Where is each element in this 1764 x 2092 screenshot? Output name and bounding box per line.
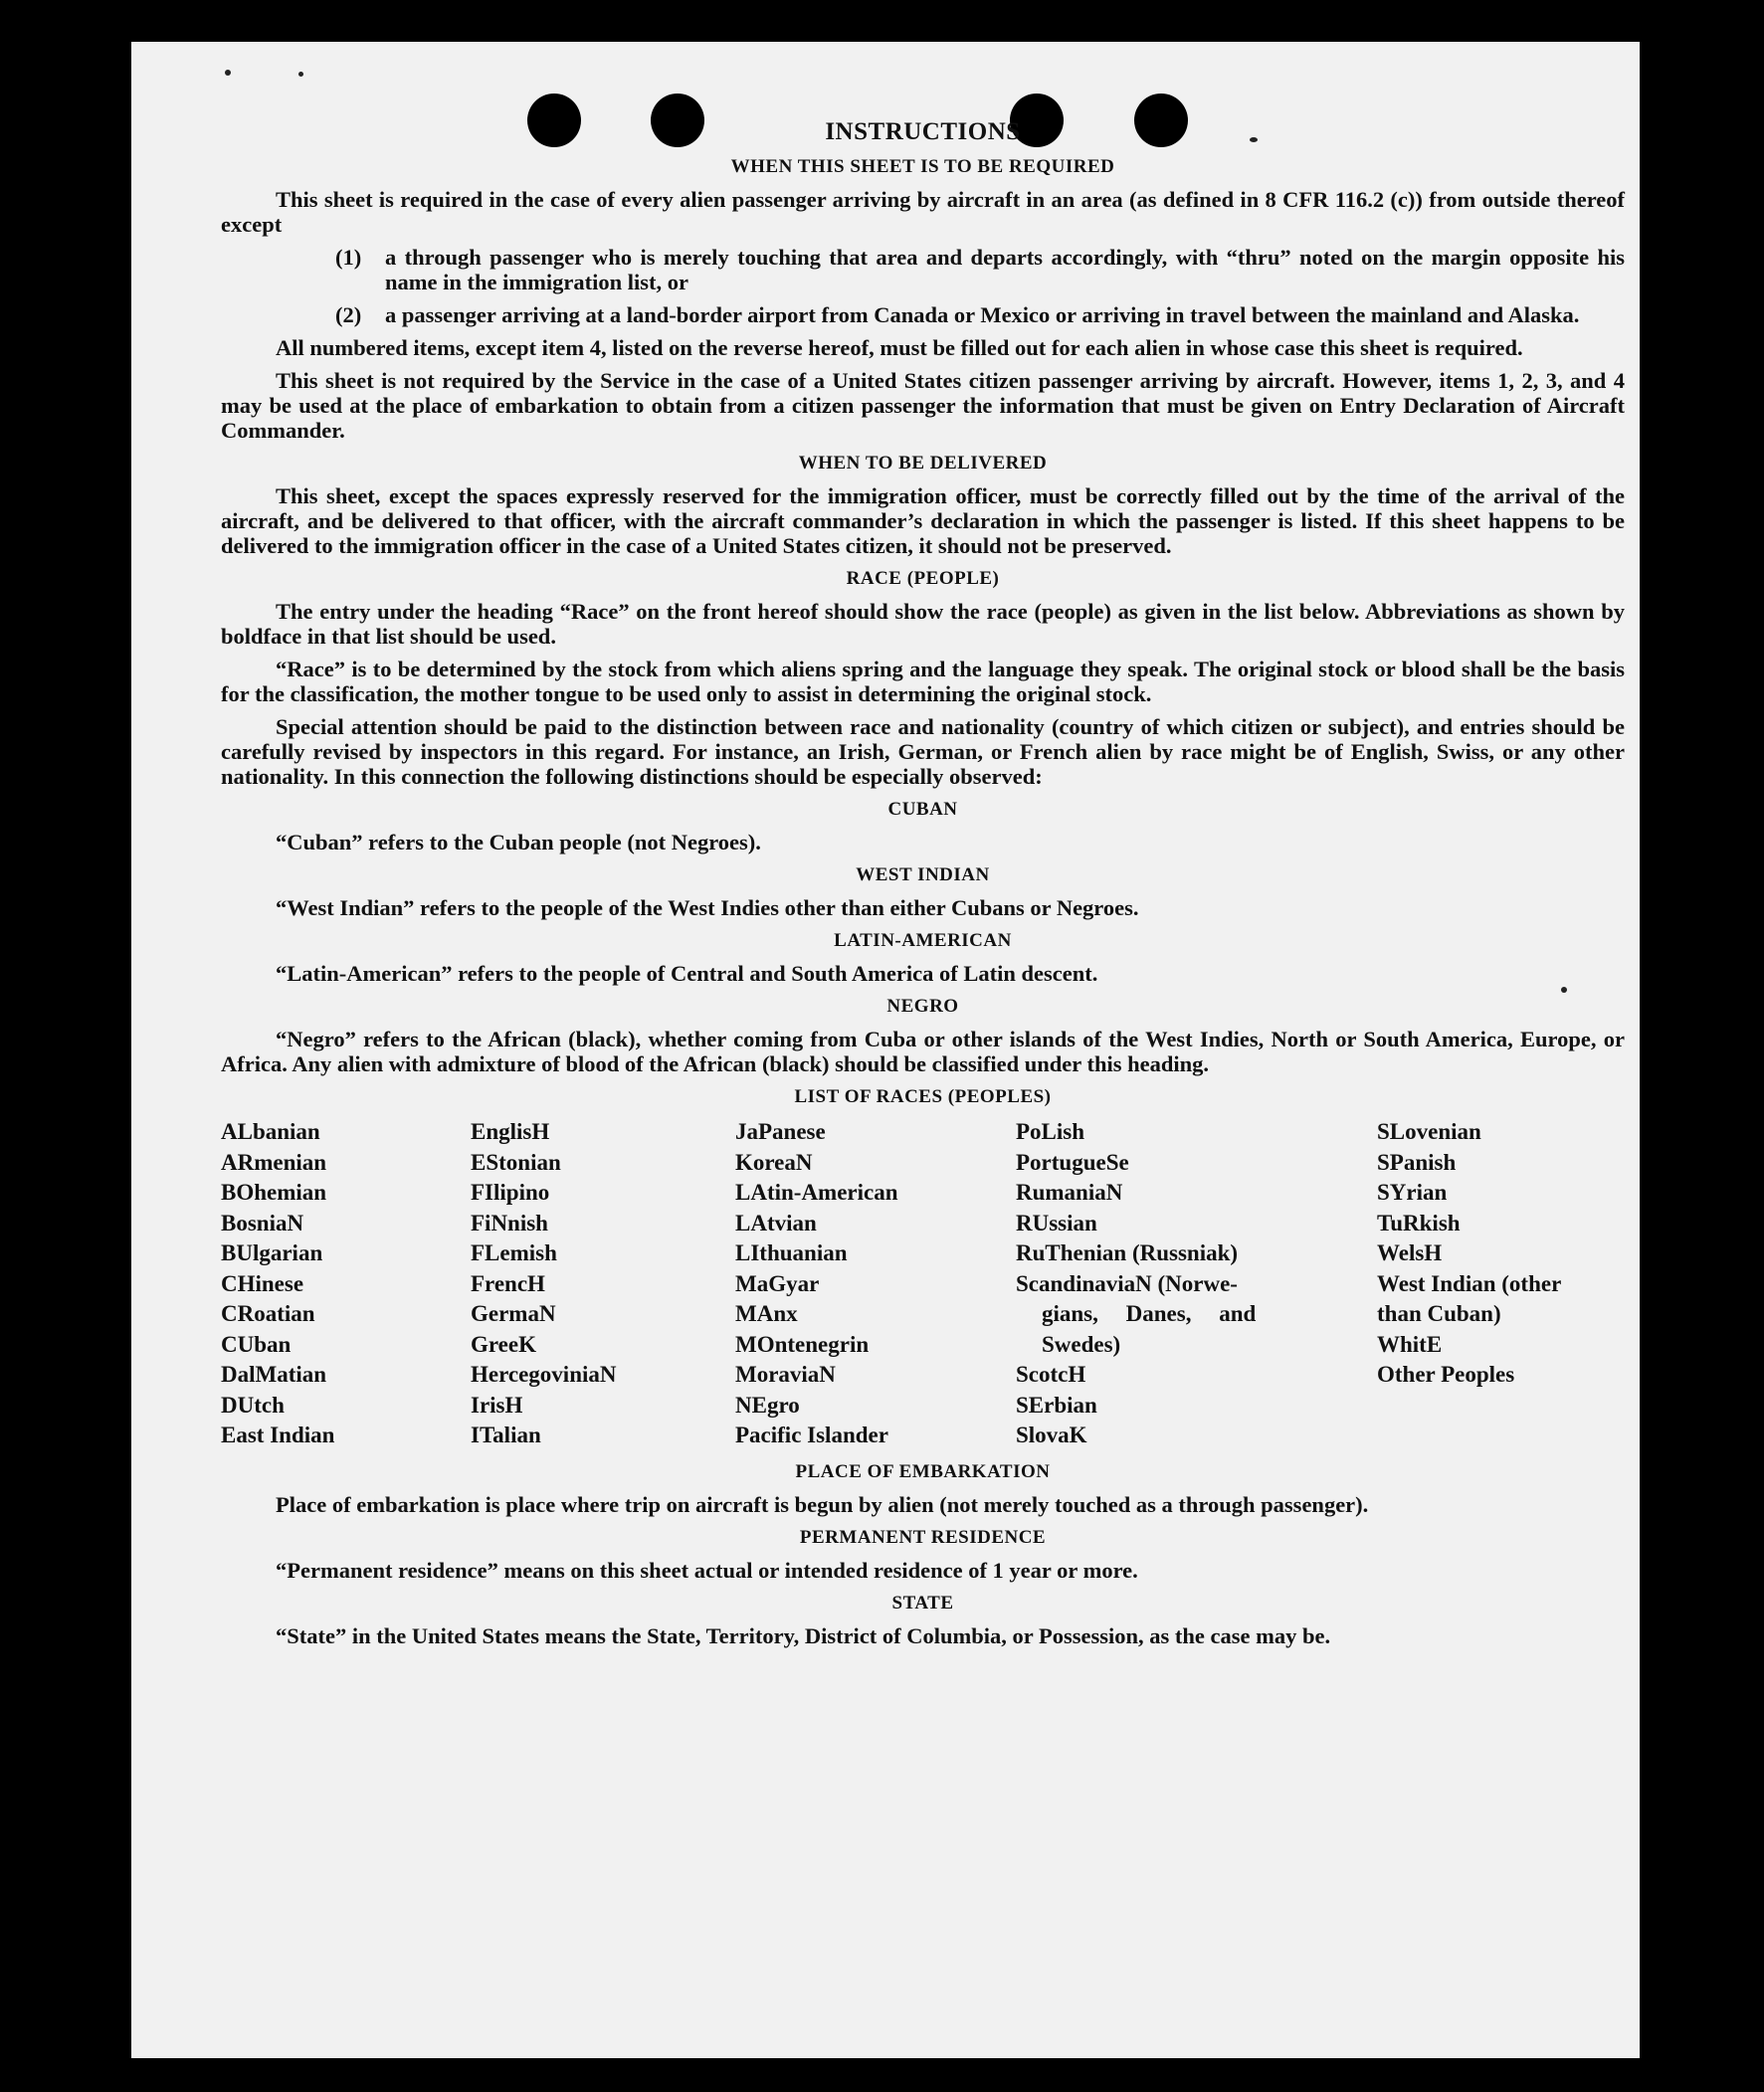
race-item: GermaN bbox=[471, 1301, 556, 1326]
race-item: BUlgarian bbox=[221, 1240, 323, 1265]
race-item: FIlipino bbox=[471, 1180, 550, 1205]
race-item: RUssian bbox=[1016, 1210, 1097, 1236]
race-group bbox=[1377, 1330, 1625, 1391]
page-title: INSTRUCTIONS bbox=[825, 118, 1021, 145]
paragraph-west-indian: “West Indian” refers to the people of the West Indies other than either Cubans or Negroes. bbox=[276, 895, 1139, 920]
race-column-2 bbox=[471, 1117, 735, 1451]
item-number: (2) bbox=[335, 302, 362, 327]
race-item: DUtch bbox=[221, 1392, 285, 1418]
race-item: CRoatian bbox=[221, 1301, 315, 1326]
exception-item-1 bbox=[221, 245, 1625, 294]
document-page bbox=[131, 42, 1640, 2058]
exception-item-2 bbox=[221, 302, 1625, 327]
race-item: KoreaN bbox=[735, 1149, 813, 1175]
race-item: RumaniaN bbox=[1016, 1180, 1123, 1205]
section-heading-cuban: CUBAN bbox=[887, 799, 958, 820]
race-item: SYrian bbox=[1377, 1180, 1448, 1205]
race-item: ARmenian bbox=[221, 1149, 327, 1175]
race-column-3 bbox=[735, 1117, 1016, 1451]
race-item: ALbanian bbox=[221, 1119, 320, 1144]
instructions-body bbox=[221, 119, 1625, 1656]
section-heading-list-of-races: LIST OF RACES (PEOPLES) bbox=[794, 1086, 1052, 1107]
race-list bbox=[221, 1117, 1625, 1451]
speck bbox=[298, 72, 303, 77]
section-heading-latin-american: LATIN-AMERICAN bbox=[834, 930, 1012, 951]
section-heading-required: WHEN THIS SHEET IS TO BE REQUIRED bbox=[730, 156, 1115, 177]
race-item: GreeK bbox=[471, 1331, 536, 1357]
section-heading-race: RACE (PEOPLE) bbox=[846, 568, 1000, 589]
race-item: MAnx bbox=[735, 1301, 798, 1326]
race-group bbox=[1377, 1117, 1625, 1269]
section-heading-negro: NEGRO bbox=[886, 996, 959, 1017]
race-item: PortugueSe bbox=[1016, 1149, 1129, 1175]
race-item: SPanish bbox=[1377, 1149, 1457, 1175]
race-item: IrisH bbox=[471, 1392, 523, 1418]
race-item: CUban bbox=[221, 1331, 292, 1357]
race-item: East Indian bbox=[221, 1423, 335, 1447]
race-item: EStonian bbox=[471, 1149, 561, 1175]
race-item-continued: than Cuban) bbox=[1377, 1301, 1501, 1326]
race-item: LIthuanian bbox=[735, 1240, 848, 1265]
item-text: a through passenger who is merely touching that area and departs accordingly, with “thru” noted on the margin opposite his name in the immigration list, or bbox=[385, 245, 1625, 294]
paragraph-embarkation: Place of embarkation is place where trip on aircraft is begun by alien (not merely touched as a through passenger). bbox=[276, 1491, 1369, 1517]
paragraph-negro: “Negro” refers to the African (black), whether coming from Cuba or other islands of the West Indies, North or South America, Europe, or Africa. Any alien with admixture of blood of the African (black) should be classified under this heading. bbox=[221, 1027, 1625, 1076]
race-item: MoraviaN bbox=[735, 1362, 836, 1387]
race-item: TuRkish bbox=[1377, 1210, 1461, 1236]
race-item: EnglisH bbox=[471, 1119, 550, 1144]
race-item: LAtin-American bbox=[735, 1180, 898, 1205]
race-column-1 bbox=[221, 1117, 471, 1451]
race-item: BosniaN bbox=[221, 1210, 304, 1236]
race-item: SErbian bbox=[1016, 1392, 1097, 1418]
race-item: WhitE bbox=[1377, 1331, 1443, 1357]
race-item: NEgro bbox=[735, 1392, 800, 1418]
race-item: RuThenian (Russniak) bbox=[1016, 1240, 1239, 1265]
race-item: CHinese bbox=[221, 1270, 304, 1296]
race-item: SlovaK bbox=[1016, 1423, 1087, 1447]
race-item: West Indian (other bbox=[1377, 1270, 1562, 1296]
paragraph-latin-american: “Latin-American” refers to the people of Central and South America of Latin descent. bbox=[276, 961, 1098, 986]
paragraph-citizen: This sheet is not required by the Service in the case of a United States citizen passenger arriving by aircraft. However, items 1, 2, 3, and 4 may be used at the place of embarkation to obtain from a citizen passenger the information that must be given on Entry Declaration of Aircraft Commander. bbox=[221, 368, 1625, 443]
race-item-continued: gians, Danes, and bbox=[1042, 1301, 1257, 1326]
race-item: FrencH bbox=[471, 1270, 545, 1296]
race-item-continued: Swedes) bbox=[1042, 1331, 1121, 1357]
paragraph-residence: “Permanent residence” means on this sheet actual or intended residence of 1 year or more. bbox=[276, 1557, 1138, 1583]
section-heading-delivered: WHEN TO BE DELIVERED bbox=[798, 453, 1048, 474]
race-item: FLemish bbox=[471, 1240, 557, 1265]
race-column-4 bbox=[1016, 1117, 1377, 1451]
race-item: LAtvian bbox=[735, 1210, 817, 1236]
paragraph-delivered: This sheet, except the spaces expressly reserved for the immigration officer, must be correctly filled out by the time of the arrival of the aircraft, and be delivered to that officer, with the aircraft commander’s declaration in which the passenger is listed. If this sheet happens to be delivered to the immigration officer in the case of a United States citizen, it should not be preserved. bbox=[221, 483, 1625, 558]
race-column-5 bbox=[1377, 1117, 1625, 1451]
section-heading-state: STATE bbox=[891, 1592, 954, 1614]
race-item: MaGyar bbox=[735, 1270, 820, 1296]
race-item: FiNnish bbox=[471, 1210, 548, 1236]
race-item: ITalian bbox=[471, 1423, 541, 1447]
item-text: a passenger arriving at a land-border airport from Canada or Mexico or arriving in travel between the mainland and Alaska. bbox=[385, 302, 1580, 327]
race-group bbox=[1016, 1360, 1377, 1451]
race-item: JaPanese bbox=[735, 1119, 826, 1144]
section-heading-west-indian: WEST INDIAN bbox=[856, 864, 990, 885]
item-number: (1) bbox=[335, 245, 362, 270]
race-item: PoLish bbox=[1016, 1119, 1085, 1144]
race-item: BOhemian bbox=[221, 1180, 327, 1205]
race-item: SLovenian bbox=[1377, 1119, 1481, 1144]
paragraph-required-intro: This sheet is required in the case of every alien passenger arriving by aircraft in an area (as defined in 8 CFR 116.2 (c)) from outside thereof except bbox=[221, 187, 1625, 237]
race-item: HercegoviniaN bbox=[471, 1362, 617, 1387]
race-item: MOntenegrin bbox=[735, 1331, 870, 1357]
paragraph-race-3: Special attention should be paid to the distinction between race and nationality (country of which citizen or subject), and entries should be carefully revised by inspectors in this regard. For instance, an Irish, German, or French alien by race might be of English, Swiss, or any other nationality. In this connection the following distinctions should be especially observed: bbox=[221, 714, 1625, 789]
paragraph-race-2: “Race” is to be determined by the stock from which aliens spring and the language they speak. The original stock or blood shall be the basis for the classification, the mother tongue to be used only to assist in determining the original stock. bbox=[221, 657, 1625, 706]
paragraph-race-1: The entry under the heading “Race” on the front hereof should show the race (people) as given in the list below. Abbreviations as shown by boldface in that list should be used. bbox=[221, 599, 1625, 649]
race-item: Other Peoples bbox=[1377, 1362, 1515, 1387]
race-item: ScotcH bbox=[1016, 1362, 1086, 1387]
race-item: Pacific Islander bbox=[735, 1423, 888, 1447]
race-group bbox=[1016, 1117, 1377, 1269]
speck bbox=[225, 70, 231, 76]
section-heading-residence: PERMANENT RESIDENCE bbox=[799, 1526, 1047, 1548]
paragraph-cuban: “Cuban” refers to the Cuban people (not Negroes). bbox=[276, 830, 761, 855]
paragraph-state: “State” in the United States means the State, Territory, District of Columbia, or Possession, as the case may be. bbox=[276, 1622, 1331, 1648]
race-item: WelsH bbox=[1377, 1240, 1443, 1265]
section-heading-embarkation: PLACE OF EMBARKATION bbox=[795, 1460, 1051, 1482]
race-item: ScandinaviaN (Norwe- bbox=[1016, 1270, 1238, 1296]
race-item: DalMatian bbox=[221, 1362, 327, 1387]
paragraph-numbered-items: All numbered items, except item 4, listed on the reverse hereof, must be filled out for each alien in whose case this sheet is required. bbox=[276, 335, 1523, 360]
